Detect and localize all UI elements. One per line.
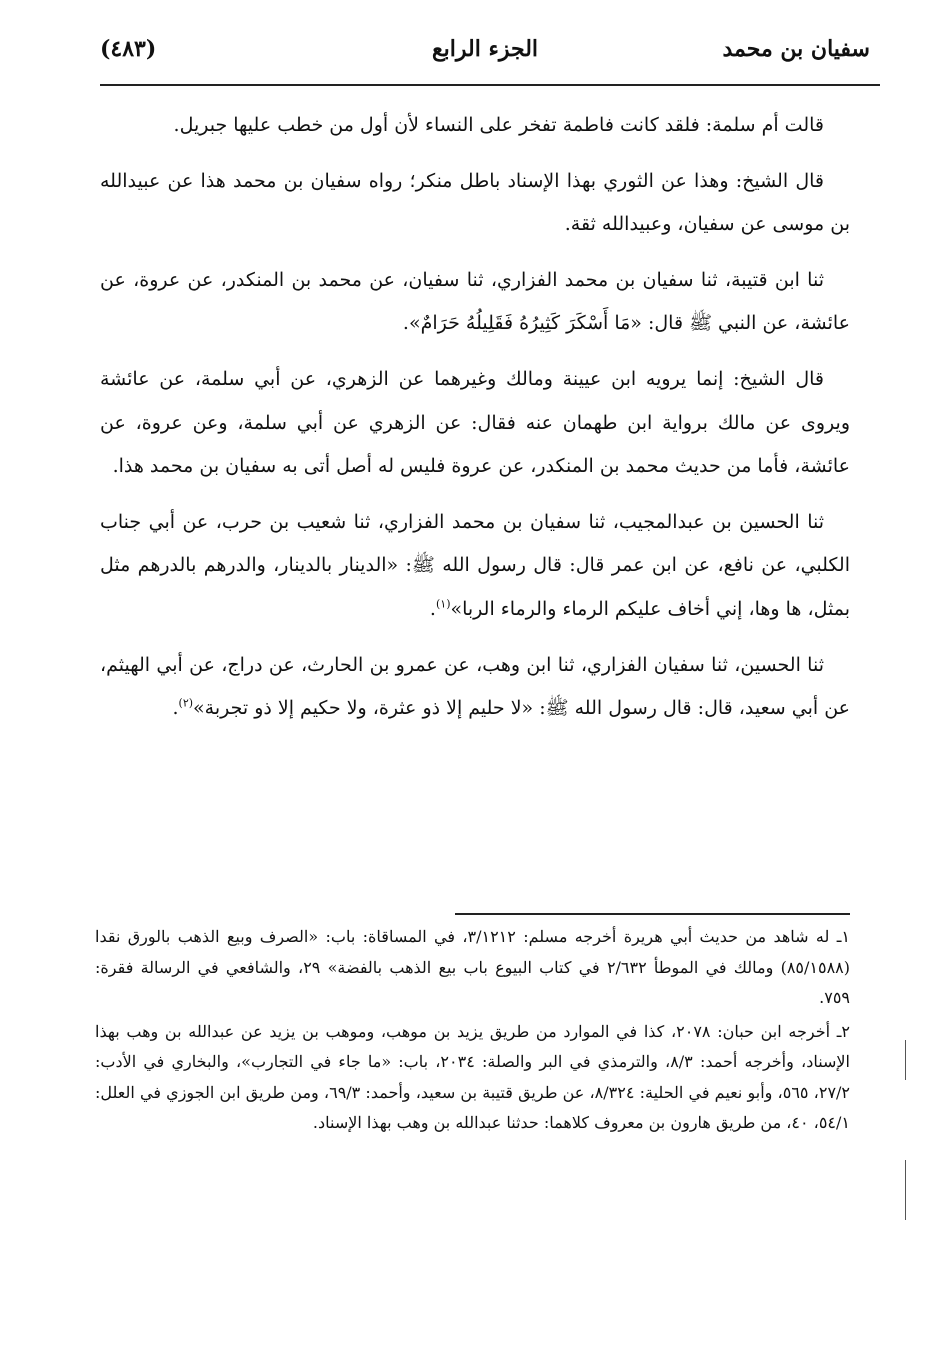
scan-margin-mark (905, 1040, 906, 1080)
footnote-separator (455, 913, 850, 915)
header-rule (100, 84, 880, 86)
header-book-title: سفيان بن محمد (722, 36, 870, 62)
paragraph-5 (100, 501, 850, 632)
running-header (100, 30, 870, 80)
footnote-ref-1: (١) (435, 597, 451, 611)
footnote-ref-2: (٢) (178, 696, 194, 710)
paragraph-1: قالت أم سلمة: فلقد كانت فاطمة تفخر على النساء لأن أول من خطب عليها جبريل. (173, 114, 824, 136)
header-volume: الجزء الرابع (431, 36, 539, 62)
footnote-2: ٢ـ أخرجه ابن حبان: ٢٠٧٨، كذا في الموارد من طريق يزيد بن موهب، وموهب بن يزيد عن عبدالله بن وهب بهذا الإسناد، وأخرجه أحمد: ٨/٣، والترمذي في البر والصلة: ٢٠٣٤، باب: «ما جاء في التجارب»، والبخاري في الأدب: ٢٧/٢، ٥٦٥، وأبو نعيم في الحلية: ٨/٣٢٤، عن طريق قتيبة بن سعيد، وأحمد: ٦٩/٣، ومن طريق ابن الجوزي في العلل: ٥٤/١، ٤٠، من طريق هارون بن معروف كلاهما: حدثنا عبدالله بن وهب بهذا الإسناد. (95, 1021, 851, 1132)
paragraph-6 (100, 644, 850, 731)
header-page-number: (٤٨٣) (100, 36, 157, 62)
paragraph-6-end: . (172, 697, 179, 720)
paragraph-5-end: . (429, 597, 436, 620)
paragraph-4: قال الشيخ: إنما يرويه ابن عيينة ومالك وغيرهما عن الزهري، عن أبي سلمة، عن عائشة ويروى عن مالك برواية ابن طهمان عنه فقال: عن الزهري عن أبي سلمة، وعن عروة، عن عائشة، فأما من حديث محمد بن المنكدر، عن عروة فليس له أصل أتى به سفيان بن محمد هذا. (100, 367, 850, 478)
paragraph-5-text: ثنا الحسين بن عبدالمجيب، ثنا سفيان بن محمد الفزاري، ثنا شعيب بن حرب، عن أبي جناب الكلبي، عن نافع، عن ابن عمر قال: قال رسول الله ﷺ: «الدينار بالدينار، والدرهم بالدرهم مثل بمثل، ها وها، إني أخاف عليكم الرماء والرماء الربا» (100, 510, 850, 620)
main-text (100, 104, 850, 743)
paragraph-2: قال الشيخ: وهذا عن الثوري بهذا الإسناد باطل منكر؛ رواه سفيان بن محمد هذا عن عبيدالله بن موسى عن سفيان، وعبيدالله ثقة. (100, 169, 850, 236)
footnote-1: ١ـ له شاهد من حديث أبي هريرة أخرجه مسلم: ٣/١٢١٢، في المساقاة: باب: «الصرف وبيع الذهب بالورق نقدا (٨٥/١٥٨٨) ومالك في الموطأ ٢/٦٣٢ في كتاب البيوع باب بيع الذهب بالفضة» ٢٩، والشافعي في الرسالة فقرة: ٧٥٩. (95, 927, 851, 1007)
paragraph-6-text: ثنا الحسين، ثنا سفيان الفزاري، ثنا ابن وهب، عن عمرو بن الحارث، عن دراج، عن أبي الهيثم، عن أبي سعيد، قال: قال رسول الله ﷺ: «لا حليم إلا ذو عثرة، ولا حكيم إلا ذو تجربة» (100, 653, 850, 720)
footnotes (95, 922, 850, 1142)
paragraph-3: ثنا ابن قتيبة، ثنا سفيان بن محمد الفزاري، ثنا سفيان، عن محمد بن المنكدر، عن عروة، عن عائشة، عن النبي ﷺ قال: «مَا أَسْكَرَ كَثِيرُهُ فَقَلِيلُهُ حَرَامٌ». (100, 268, 850, 335)
scan-margin-mark (905, 1160, 906, 1220)
